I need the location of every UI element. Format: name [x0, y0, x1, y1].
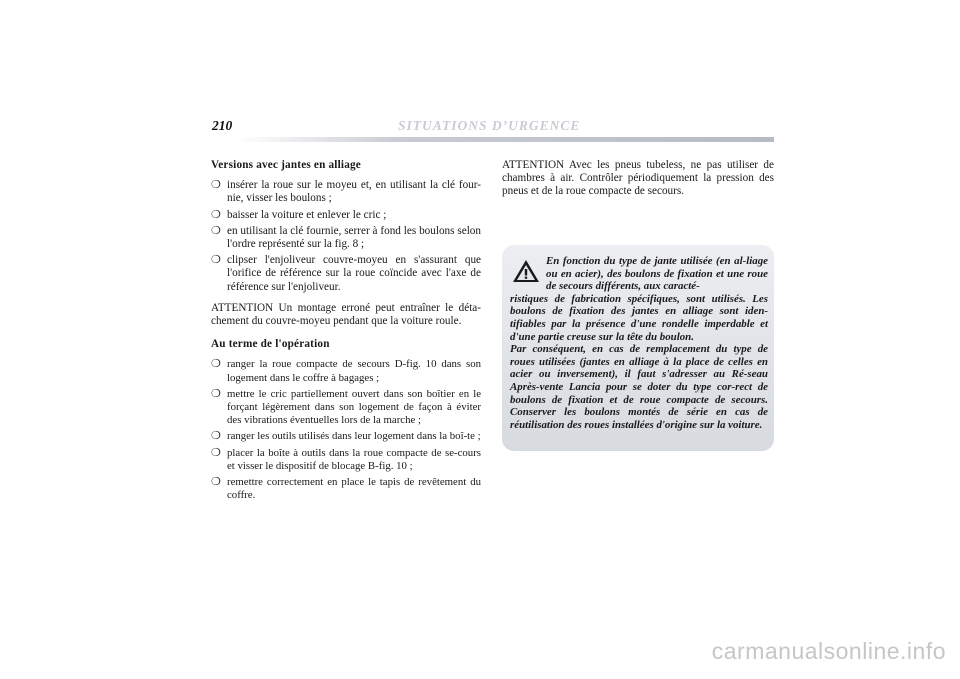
alloy-rims-steps — [211, 179, 481, 294]
list-item-text: ranger la roue compacte de secours D-fig. 10 dans son logement dans le coffre à bagages ; — [227, 358, 481, 384]
list-item — [211, 358, 481, 384]
heading-alloy-rims: Versions avec jantes en alliage — [211, 159, 361, 171]
list-item-text: mettre le cric partiellement ouvert dans son boîtier en le forçant légèrement dans son logement de façon à éviter des vibrations éventuelles lors de la marche ; — [227, 387, 481, 427]
list-item — [211, 179, 481, 205]
right-column — [502, 159, 774, 209]
bullet-circle-icon: ❍ — [211, 224, 221, 237]
list-item — [211, 225, 481, 251]
list-item-text: en utilisant la clé fournie, serrer à fond les boulons selon l'ordre représenté sur la fig. 8 ; — [227, 224, 481, 251]
left-column — [211, 159, 481, 510]
bullet-circle-icon: ❍ — [211, 254, 221, 267]
list-item-text: clipser l'enjoliveur couvre-moyeu en s'assurant que l'orifice de référence sur la roue coïncide avec l'axe de référence sur l'enjoliveur. — [227, 254, 481, 293]
bullet-circle-icon: ❍ — [211, 476, 221, 489]
bullet-circle-icon: ❍ — [211, 446, 221, 459]
watermark: carmanualsonline.info — [711, 638, 946, 664]
attention-note-hubcap: ATTENTION Un montage erroné peut entraîner le déta-chement du couvre-moyeu pendant que la voiture roule. — [211, 301, 481, 328]
list-item-text: insérer la roue sur le moyeu et, en utilisant la clé four-nie, visser les boulons ; — [227, 179, 481, 205]
list-item — [211, 209, 481, 222]
bullet-circle-icon: ❍ — [211, 358, 221, 371]
warning-body-replacement: Par conséquent, en cas de remplacement du type de roues utilisées (jantes en alliage à la place de celles en acier ou inversement), il faut s'adresser au Ré-seau Après-vente Lancia pour se doter du type cor-rect de boulons de fixation et de roue compacte de secours. Conserver les boulons montés de série en cas de réutilisation des roues installées d'origine sur la voiture. — [510, 343, 768, 431]
end-of-operation-steps — [211, 358, 481, 502]
list-item-text: remettre correctement en place le tapis de revêtement du coffre. — [227, 476, 481, 502]
list-item — [211, 447, 481, 473]
list-item-text: placer la boîte à outils dans la roue compacte de se-cours et visser le dispositif de blocage B-fig. 10 ; — [227, 446, 481, 472]
list-item — [211, 476, 481, 502]
list-item — [211, 388, 481, 428]
section-title: SITUATIONS D’URGENCE — [398, 118, 581, 133]
bullet-circle-icon: ❍ — [211, 179, 221, 192]
bullet-circle-icon: ❍ — [211, 387, 221, 400]
header-rule — [236, 137, 774, 142]
heading-end-of-operation: Au terme de l'opération — [211, 338, 330, 351]
warning-body-bolts: ristiques de fabrication spécifiques, sont utilisés. Les boulons de fixation des jantes en alliage sont iden-tifiables par la présence d'une rondelle imperdable et d'une partie creuse sur la tête du boulon. — [510, 292, 768, 343]
warning-intro: En fonction du type de jante utilisée (en al-liage ou en acier), des boulons de fixation et une roue de secours différents, aux caracté- — [546, 255, 768, 293]
page-number: 210 — [212, 118, 233, 133]
bullet-circle-icon: ❍ — [211, 208, 221, 221]
list-item-text: ranger les outils utilisés dans leur logement dans la boî-te ; — [227, 430, 481, 443]
list-item — [211, 254, 481, 294]
warning-text — [510, 255, 768, 431]
bullet-circle-icon: ❍ — [211, 430, 221, 443]
list-item-text: baisser la voiture et enlever le cric ; — [227, 208, 387, 221]
attention-note-tubeless: ATTENTION Avec les pneus tubeless, ne pas utiliser de chambres à air. Contrôler périodiquement la pression des pneus et de la roue compacte de secours. — [502, 159, 774, 198]
list-item — [211, 430, 481, 443]
